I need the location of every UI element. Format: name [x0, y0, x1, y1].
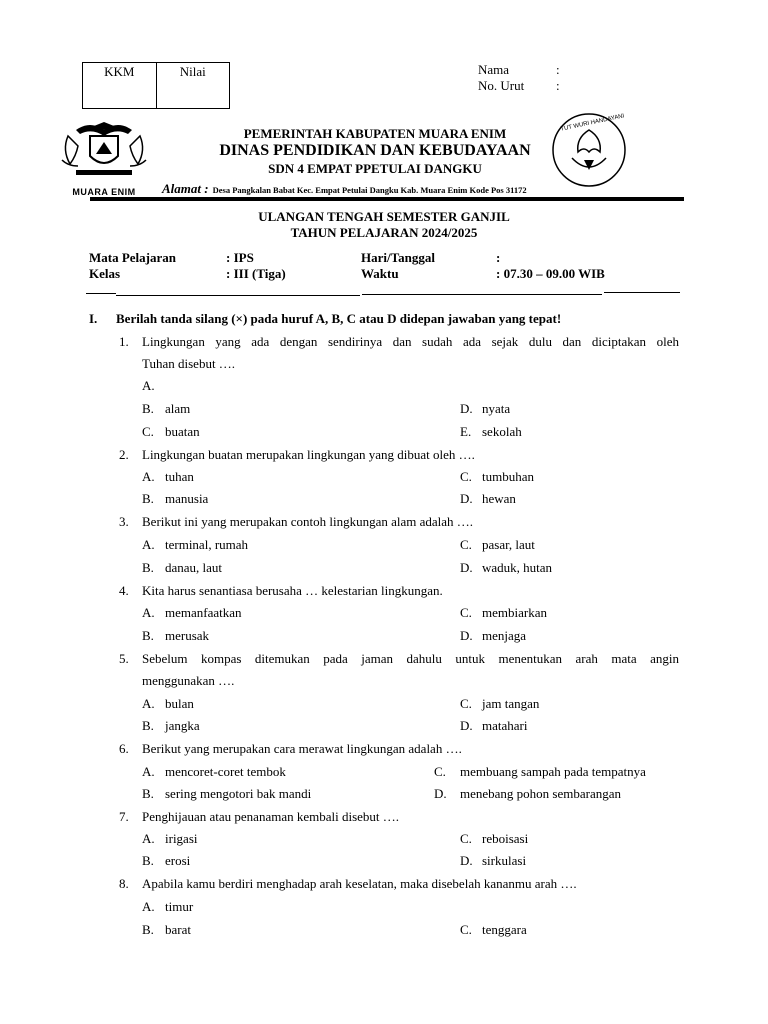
- option-letter[interactable]: A.: [142, 831, 155, 846]
- option-text: tuhan: [165, 469, 194, 484]
- option-text: tenggara: [482, 922, 527, 937]
- option-text: jam tangan: [482, 696, 540, 711]
- option-letter[interactable]: B.: [142, 401, 154, 416]
- exam-year: TAHUN PELAJARAN 2024/2025: [290, 225, 478, 240]
- alamat-text: Desa Pangkalan Babat Kec. Empat Petulai Dangku Kab. Muara Enim Kode Pos 31172: [212, 185, 527, 195]
- option-text: membiarkan: [482, 605, 547, 620]
- letterhead-divider: [90, 197, 684, 201]
- logo-left-caption: MUARA ENIM: [72, 187, 136, 197]
- option-text: timur: [165, 899, 194, 914]
- option-letter[interactable]: C.: [460, 537, 472, 552]
- waktu-label: Waktu: [361, 266, 399, 281]
- option-letter[interactable]: A.: [142, 764, 155, 779]
- kelas-value: : III (Tiga): [226, 266, 286, 281]
- nilai-cell: Nilai: [156, 63, 230, 108]
- option-letter[interactable]: C.: [460, 696, 472, 711]
- question-number: 1.: [119, 334, 129, 349]
- option-letter[interactable]: C.: [460, 922, 472, 937]
- header-line-3: SDN 4 EMPAT PPETULAI DANGKU: [268, 161, 482, 176]
- option-letter[interactable]: D.: [460, 718, 473, 733]
- option-letter[interactable]: A.: [142, 469, 155, 484]
- option-text: menjaga: [482, 628, 527, 643]
- option-letter[interactable]: A.: [142, 378, 155, 393]
- option-letter[interactable]: D.: [460, 628, 473, 643]
- mapel-value: : IPS: [226, 250, 254, 265]
- address-line: [162, 180, 527, 198]
- option-letter[interactable]: B.: [142, 560, 154, 575]
- option-text: matahari: [482, 718, 528, 733]
- option-text: irigasi: [165, 831, 198, 846]
- option-text: terminal, rumah: [165, 537, 249, 552]
- option-text: danau, laut: [165, 560, 223, 575]
- question-text: Sebelum kompas ditemukan pada jaman dahulu untuk menentukan arah mata angin: [142, 651, 679, 666]
- option-text: reboisasi: [482, 831, 529, 846]
- option-text: tumbuhan: [482, 469, 534, 484]
- nama-colon: :: [556, 62, 560, 77]
- option-letter[interactable]: A.: [142, 605, 155, 620]
- option-text: sering mengotori bak mandi: [165, 786, 312, 801]
- option-letter[interactable]: C.: [460, 831, 472, 846]
- option-letter[interactable]: D.: [434, 786, 447, 801]
- question-number: 3.: [119, 514, 129, 529]
- student-identity: [478, 62, 560, 94]
- question-text: Lingkungan yang ada dengan sendirinya dan sudah ada sejak dulu dan diciptakan oleh: [142, 334, 679, 349]
- question-number: 4.: [119, 583, 129, 598]
- option-letter[interactable]: D.: [460, 491, 473, 506]
- option-text: barat: [165, 922, 191, 937]
- option-letter[interactable]: A.: [142, 537, 155, 552]
- alamat-label: Alamat :: [162, 181, 209, 196]
- option-text: menebang pohon sembarangan: [460, 786, 622, 801]
- option-text: memanfaatkan: [165, 605, 242, 620]
- header-line-1: PEMERINTAH KABUPATEN MUARA ENIM: [243, 126, 507, 141]
- option-letter[interactable]: B.: [142, 718, 154, 733]
- option-text: jangka: [165, 718, 200, 733]
- option-text: waduk, hutan: [482, 560, 553, 575]
- option-text: merusak: [165, 628, 210, 643]
- question-text: Penghijauan atau penanaman kembali disebut ….: [142, 809, 400, 824]
- question-text: Kita harus senantiasa berusaha … kelestarian lingkungan.: [142, 583, 443, 598]
- option-letter[interactable]: C.: [460, 605, 472, 620]
- mapel-label: Mata Pelajaran: [89, 250, 177, 265]
- option-text: erosi: [165, 853, 191, 868]
- option-text: pasar, laut: [482, 537, 535, 552]
- logo-right-motto: TUT WURI HANDAYANI: [560, 113, 625, 133]
- option-letter[interactable]: A.: [142, 696, 155, 711]
- question-text: Tuhan disebut ….: [142, 356, 236, 371]
- kkm-cell: KKM: [104, 64, 135, 79]
- nama-row: [478, 62, 560, 78]
- question-number: 6.: [119, 741, 129, 756]
- option-letter[interactable]: D.: [460, 853, 473, 868]
- option-letter[interactable]: B.: [142, 628, 154, 643]
- question-number: 2.: [119, 447, 129, 462]
- option-text: bulan: [165, 696, 194, 711]
- info-divider-2: [116, 295, 360, 296]
- question-number: 5.: [119, 651, 129, 666]
- question-text: Berikut yang merupakan cara merawat lingkungan adalah ….: [142, 741, 462, 756]
- waktu-value: : 07.30 – 09.00 WIB: [496, 266, 605, 281]
- nourut-colon: :: [556, 78, 560, 93]
- info-divider-1: [86, 293, 116, 294]
- option-letter[interactable]: C.: [434, 764, 446, 779]
- hari-label: Hari/Tanggal: [361, 250, 435, 265]
- question-text: Berikut ini yang merupakan contoh lingkungan alam adalah ….: [142, 514, 474, 529]
- option-letter[interactable]: D.: [460, 560, 473, 575]
- option-text: hewan: [482, 491, 516, 506]
- question-number: 7.: [119, 809, 129, 824]
- option-letter[interactable]: A.: [142, 899, 155, 914]
- info-divider-3: [362, 294, 602, 295]
- option-text: sirkulasi: [482, 853, 527, 868]
- hari-value: :: [496, 250, 501, 265]
- option-letter[interactable]: E.: [460, 424, 472, 439]
- section-instruction: Berilah tanda silang (×) pada huruf A, B, C atau D didepan jawaban yang tepat!: [116, 311, 562, 326]
- option-letter[interactable]: B.: [142, 853, 154, 868]
- exam-title: ULANGAN TENGAH SEMESTER GANJIL: [258, 209, 510, 224]
- info-divider-4: [604, 292, 680, 293]
- score-box: [82, 62, 230, 109]
- option-text: sekolah: [482, 424, 522, 439]
- option-text: buatan: [165, 424, 200, 439]
- option-letter[interactable]: D.: [460, 401, 473, 416]
- option-text: membuang sampah pada tempatnya: [460, 764, 646, 779]
- option-text: nyata: [482, 401, 511, 416]
- muara-enim-logo: [56, 116, 152, 197]
- option-letter[interactable]: B.: [142, 786, 154, 801]
- option-letter[interactable]: C.: [142, 424, 154, 439]
- muara-enim-emblem-icon: [56, 116, 152, 180]
- section-number: I.: [89, 311, 98, 326]
- option-text: alam: [165, 401, 191, 416]
- option-text: mencoret-coret tembok: [165, 764, 286, 779]
- question-number: 8.: [119, 876, 129, 891]
- nourut-row: [478, 78, 560, 94]
- question-text: menggunakan ….: [142, 673, 235, 688]
- header-line-2: DINAS PENDIDIKAN DAN KEBUDAYAAN: [219, 142, 531, 159]
- nourut-label: No. Urut: [478, 78, 525, 93]
- question-text: Lingkungan buatan merupakan lingkungan yang dibuat oleh ….: [142, 447, 475, 462]
- question-text: Apabila kamu berdiri menghadap arah keselatan, maka disebelah kananmu arah ….: [142, 876, 577, 891]
- option-text: manusia: [165, 491, 209, 506]
- option-letter[interactable]: B.: [142, 922, 154, 937]
- option-letter[interactable]: B.: [142, 491, 154, 506]
- nama-label: Nama: [478, 62, 510, 77]
- kelas-label: Kelas: [89, 266, 121, 281]
- option-letter[interactable]: C.: [460, 469, 472, 484]
